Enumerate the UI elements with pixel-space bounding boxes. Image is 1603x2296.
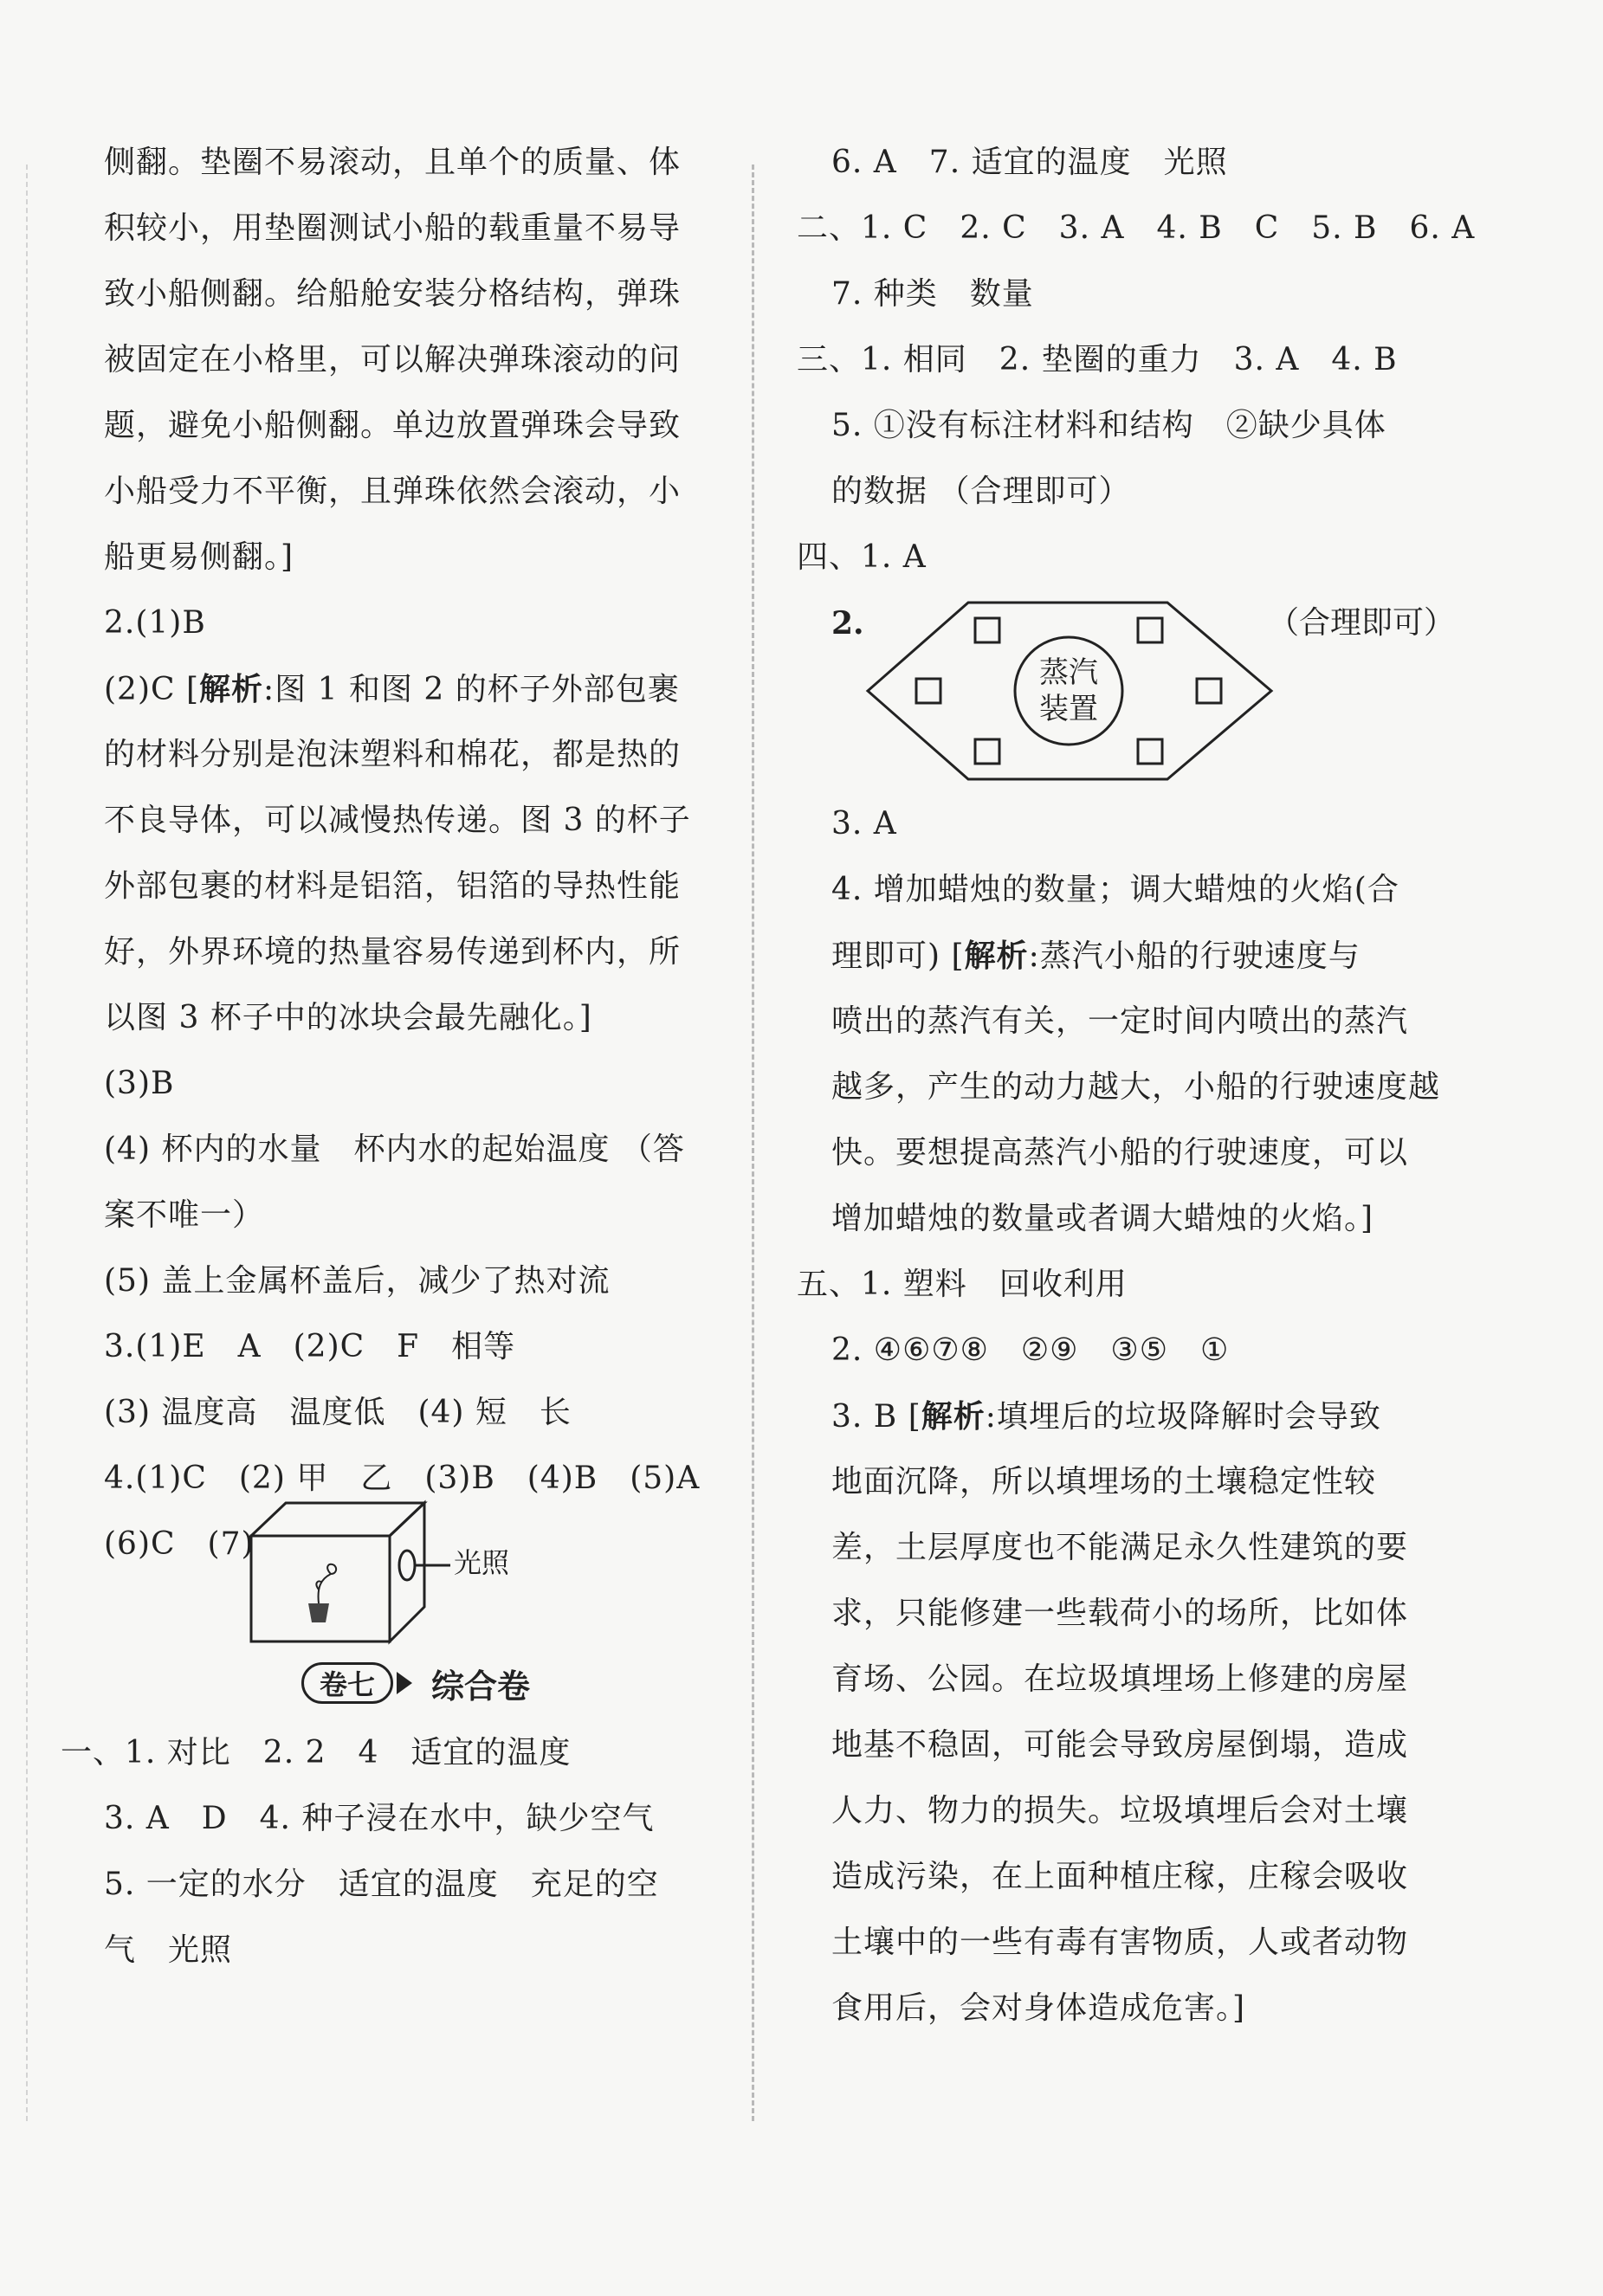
text-line: 求，只能修建一些载荷小的场所，比如体 — [831, 1596, 1409, 1631]
text-line: 以图 3 杯子中的冰块会最先融化。] — [104, 1000, 592, 1035]
answer-line: 5. ①没有标注材料和结构 ②缺少具体 — [831, 408, 1386, 443]
hex-diagram-row — [831, 590, 1455, 791]
part1-line: 气 光照 — [104, 1932, 233, 1968]
analysis-keyword: 解析 — [964, 938, 1029, 974]
text-line: 快。要想提高蒸汽小船的行驶速度，可以 — [831, 1135, 1409, 1171]
text-line: 侧翻。垫圈不易滚动，且单个的质量、体 — [104, 145, 682, 180]
answer-2-3: (3)B — [104, 1066, 175, 1101]
part1-line: 一、1. 对比 2. 2 4 适宜的温度 — [61, 1735, 572, 1770]
analysis-prefix: 理即可) [ — [831, 938, 965, 974]
text-line: 的材料分别是泡沫塑料和棉花，都是热的 — [104, 737, 682, 772]
text-line: 被固定在小格里，可以解决弹珠滚动的问 — [104, 342, 682, 377]
text-line: 越多，产生的动力越大，小船的行驶速度越 — [831, 1069, 1441, 1105]
text-line: 土壤中的一些有毒有害物质，人或者动物 — [831, 1925, 1409, 1960]
part5-line: 五、1. 塑料 回收利用 — [797, 1267, 1128, 1302]
part1-line: 5. 一定的水分 适宜的温度 充足的空 — [104, 1867, 659, 1902]
answer-note: （合理即可） — [1267, 605, 1455, 641]
answer-label: (2)C [ — [104, 672, 200, 707]
answer-line: 的数据 （合理即可） — [831, 474, 1131, 509]
page-margin-line — [26, 164, 28, 2121]
section-badge — [301, 1662, 412, 1704]
part1-line: 3. A D 4. 种子浸在水中，缺少空气 — [104, 1801, 655, 1836]
answer-3-b: (3) 温度高 温度低 (4) 短 长 — [104, 1395, 572, 1430]
text-line: 积较小，用垫圈测试小船的载重量不易导 — [104, 210, 682, 246]
text-line: 好，外界环境的热量容易传递到杯内，所 — [104, 934, 682, 970]
answer-2-2 — [104, 656, 727, 722]
text-line: 育场、公园。在垃圾填埋场上修建的房屋 — [831, 1661, 1409, 1697]
analysis-text: :填埋后的垃圾降解时会导致 — [985, 1399, 1381, 1435]
text-line: 致小船侧翻。给船舱安装分格结构，弹珠 — [104, 276, 682, 312]
device-label-bottom: 装置 — [1039, 692, 1098, 726]
answer-line — [831, 1383, 1455, 1449]
answer-2-1: 2.(1)B — [104, 605, 206, 641]
arrow-right-icon — [397, 1672, 412, 1694]
text-line: 食用后，会对身体造成危害。] — [831, 1990, 1246, 2026]
text-line: 题，避免小船侧翻。单边放置弹珠会导致 — [104, 408, 682, 443]
text-line: 造成污染，在上面种植庄稼，庄稼会吸收 — [831, 1859, 1409, 1894]
answer-4-b-with-figure — [104, 1512, 727, 1646]
text-line: 差，土层厚度也不能满足永久性建筑的要 — [831, 1530, 1409, 1565]
box-plant-diagram — [234, 1493, 563, 1648]
answer-label: 3. B [ — [831, 1399, 921, 1435]
answer-number: 2. — [831, 605, 864, 642]
answer-line: 2. ④⑥⑦⑧ ②⑨ ③⑤ ① — [831, 1332, 1230, 1368]
answer-line: 6. A 7. 适宜的温度 光照 — [831, 145, 1228, 180]
section-title: 综合卷 — [431, 1666, 531, 1706]
answer-line — [831, 923, 1455, 989]
device-label-top: 蒸汽 — [1039, 655, 1098, 690]
text-line: 喷出的蒸汽有关，一定时间内喷出的蒸汽 — [831, 1003, 1409, 1039]
text-line: 地基不稳固，可能会导致房屋倒塌，造成 — [831, 1727, 1409, 1763]
right-column — [797, 130, 1476, 2041]
text-line: 小船受力不平衡，且弹珠依然会滚动，小 — [104, 474, 682, 509]
answer-2-5: (5) 盖上金属杯盖后，减少了热对流 — [104, 1263, 611, 1299]
text-line: 外部包裹的材料是铝箔，铝箔的导热性能 — [104, 868, 682, 904]
analysis-keyword: 解析 — [199, 671, 264, 707]
section-header — [104, 1646, 727, 1720]
answer-2-4: (4) 杯内的水量 杯内水的起始温度 （答 — [104, 1132, 685, 1167]
part4-line: 四、1. A — [797, 539, 927, 575]
answer-4-b: (6)C (7) — [104, 1526, 255, 1562]
text-line: 案不唯一） — [104, 1197, 265, 1233]
text-line: 不良导体，可以减慢热传递。图 3 的杯子 — [104, 803, 691, 838]
text-line: 增加蜡烛的数量或者调大蜡烛的火焰。] — [831, 1201, 1374, 1236]
text-line: 人力、物力的损失。垃圾填埋后会对土壤 — [831, 1793, 1409, 1828]
analysis-text: :蒸汽小船的行驶速度与 — [1028, 938, 1361, 974]
left-column — [61, 130, 727, 1983]
answer-line: 3. A — [831, 806, 897, 842]
text-line: 船更易侧翻。] — [104, 539, 294, 575]
answer-line: 7. 种类 数量 — [831, 276, 1034, 312]
analysis-text: :图 1 和图 2 的杯子外部包裹 — [263, 672, 680, 707]
text-line: 地面沉降，所以填埋场的土壤稳定性较 — [831, 1464, 1377, 1499]
part2-line: 二、1. C 2. C 3. A 4. B C 5. B 6. A — [797, 210, 1476, 246]
boat-hexagon-diagram — [864, 594, 1280, 788]
column-divider — [752, 164, 754, 2121]
answer-3-a: 3.(1)E A (2)C F 相等 — [104, 1329, 516, 1364]
section-badge-label: 卷七 — [301, 1662, 393, 1704]
answer-line: 4. 增加蜡烛的数量；调大蜡烛的火焰(合 — [831, 872, 1399, 907]
answer-4-a: 4.(1)C (2) 甲 乙 (3)B (4)B (5)A — [104, 1461, 701, 1496]
analysis-keyword: 解析 — [921, 1398, 986, 1435]
light-label: 光照 — [454, 1546, 510, 1579]
part3-line: 三、1. 相同 2. 垫圈的重力 3. A 4. B — [797, 342, 1398, 377]
